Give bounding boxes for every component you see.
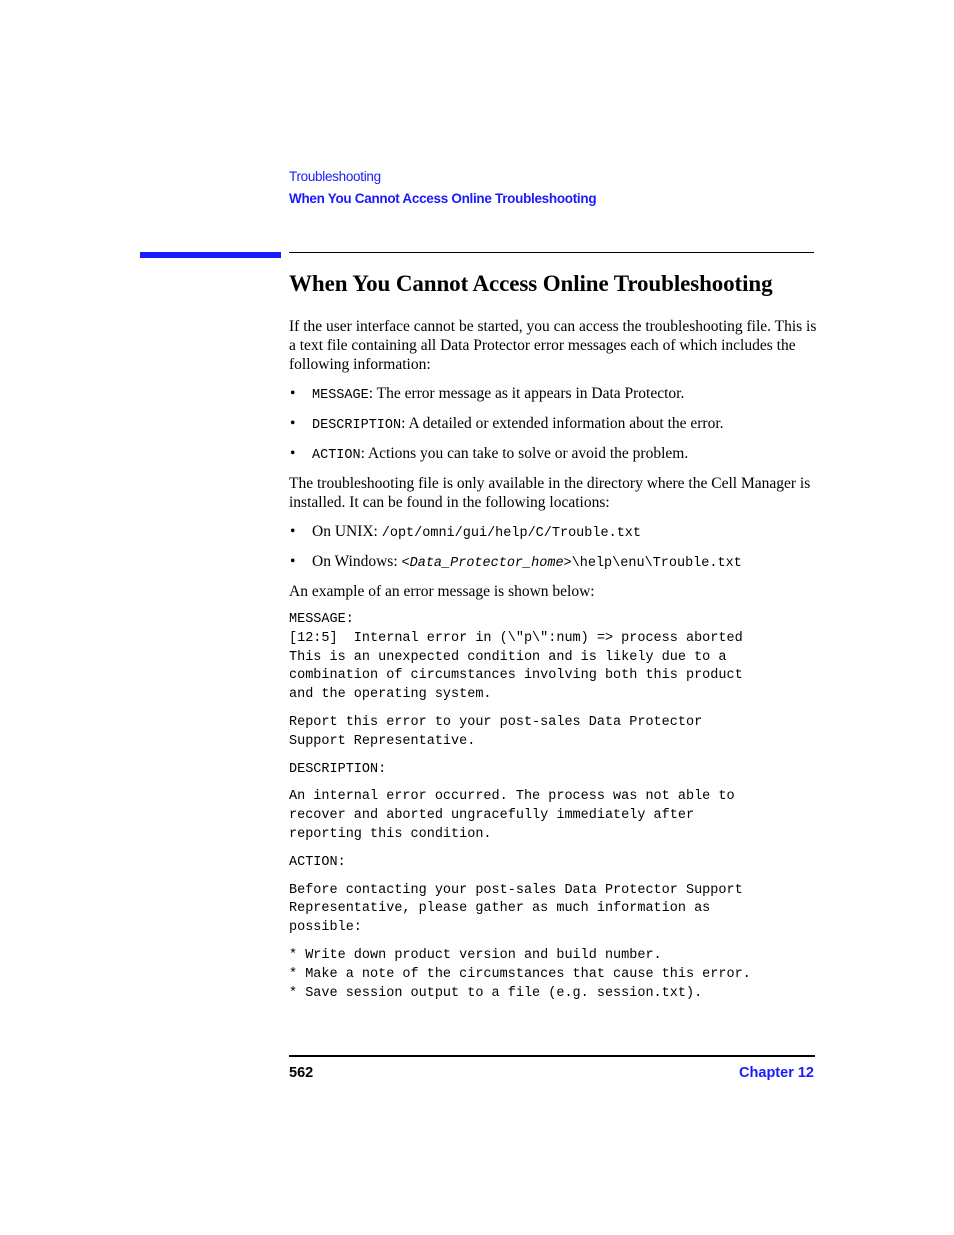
example-intro: An example of an error message is shown below: bbox=[289, 583, 595, 600]
example-report-block: Report this error to your post-sales Data Protector Support Representative. bbox=[289, 714, 703, 749]
example-action-block: Before contacting your post-sales Data Protector Support Representative, please gather as much information as possible: bbox=[289, 882, 743, 936]
list-item bbox=[289, 444, 819, 465]
field-description: : The error message as it appears in Data Protector. bbox=[368, 385, 685, 402]
bullet-icon: • bbox=[290, 553, 296, 570]
header-topic: When You Cannot Access Online Troubleshooting bbox=[289, 191, 597, 206]
chapter-label: Chapter 12 bbox=[739, 1065, 814, 1081]
windows-home-placeholder: <Data_Protector_home> bbox=[401, 556, 572, 571]
page-number: 562 bbox=[289, 1065, 314, 1081]
section-accent-bar bbox=[140, 252, 281, 258]
list-item bbox=[289, 552, 819, 573]
field-description: : Actions you can take to solve or avoid the problem. bbox=[360, 445, 689, 462]
example-description-heading: DESCRIPTION: bbox=[289, 761, 387, 777]
list-item bbox=[289, 522, 819, 543]
location-paragraph: The troubleshooting file is only available in the directory where the Cell Manager is installed. It can be found in the following locations: bbox=[289, 475, 811, 511]
bullet-icon: • bbox=[290, 523, 296, 540]
title-rule bbox=[289, 252, 814, 253]
bullet-icon: • bbox=[290, 415, 296, 432]
list-item bbox=[289, 414, 819, 435]
example-steps-block: * Write down product version and build number. * Make a note of the circumstances that cause this error. * Save session output to a file (e.g. session.txt). bbox=[289, 947, 751, 1001]
footer-rule bbox=[289, 1055, 815, 1057]
list-item bbox=[289, 384, 819, 405]
field-name: ACTION bbox=[312, 448, 361, 463]
windows-path: \help\enu\Trouble.txt bbox=[571, 556, 742, 571]
unix-path: /opt/omni/gui/help/C/Trouble.txt bbox=[381, 526, 641, 541]
field-description: : A detailed or extended information about the error. bbox=[401, 415, 724, 432]
field-name: DESCRIPTION bbox=[312, 418, 402, 433]
example-action-heading: ACTION: bbox=[289, 854, 346, 870]
example-description-block: An internal error occurred. The process was not able to recover and aborted ungracefully immediately after reporting this condition. bbox=[289, 789, 735, 842]
page-body bbox=[289, 270, 819, 1012]
page-title: When You Cannot Access Online Troubleshooting bbox=[289, 271, 773, 296]
intro-paragraph: If the user interface cannot be started, you can access the troubleshooting file. This is a text file containing all Data Protector error messages each of which includes the following information: bbox=[289, 318, 817, 373]
bullet-icon: • bbox=[290, 385, 296, 402]
unix-label: On UNIX: bbox=[312, 523, 382, 540]
windows-label: On Windows: bbox=[312, 553, 402, 570]
header-section: Troubleshooting bbox=[289, 169, 381, 184]
field-list bbox=[289, 384, 819, 465]
field-name: MESSAGE bbox=[312, 388, 369, 403]
location-list bbox=[289, 522, 819, 573]
example-message-block: MESSAGE: [12:5] Internal error in (\"p\":num) => process aborted This is an unexpected condition and is likely due to a combination of circumstances involving both this product and the operating system. bbox=[289, 612, 743, 703]
bullet-icon: • bbox=[290, 445, 296, 462]
running-header bbox=[289, 166, 596, 210]
